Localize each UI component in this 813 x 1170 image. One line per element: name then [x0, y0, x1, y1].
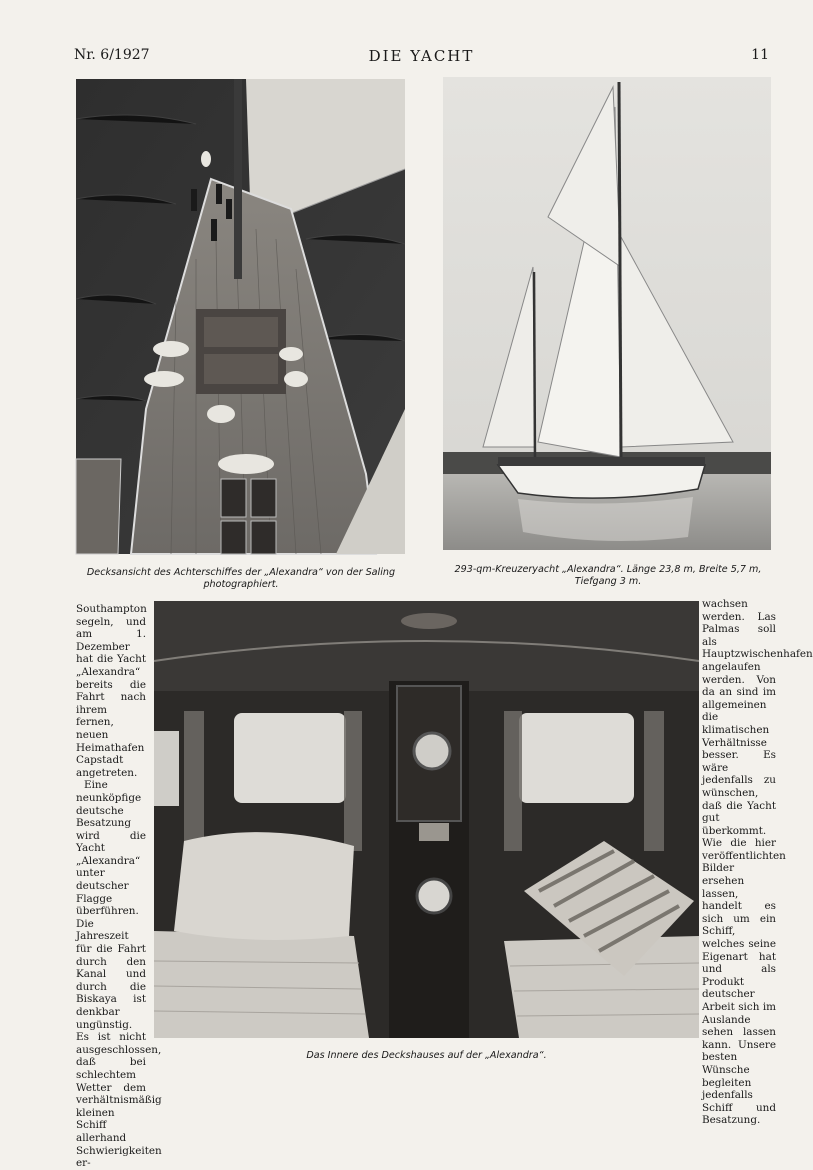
deck-photo-caption: Decksansicht des Achterschiffes der „Alexandra“ von der Saling photographiert.	[86, 567, 396, 590]
paragraph: wachsen werden. Las Palmas soll als Hauptzwischenhafen angelaufen werden. Von da an sind im allgemeinen die klimatischen Verhältnisse besser. Es wäre jedenfalls zu wünschen, daß die Yacht gut überkommt. Wie die hier veröffentlichten Bilder ersehen lassen, handelt es sich um ein Schiff, welches seine Eigenart hat und als Produkt deutscher Arbeit sich im Auslande sehen lassen kann. Unsere besten Wünsche begleiten jedenfalls Schiff und Besatzung.	[702, 598, 813, 1127]
paragraph: Eine neunköpfige deutsche Besatzung wird die Yacht „Alexandra“ unter deutscher Flagge überführen. Die Jahreszeit für die Fahrt durch den Kanal und durch die Biskaya ist denkbar ungünstig. Es ist nicht ausgeschlossen, daß bei schlechtem Wetter dem verhältnismäßig kleinen Schiff allerhand Schwierigkeiten er-	[76, 779, 162, 1170]
magazine-title: DIE YACHT	[368, 47, 475, 65]
interior-photo-caption: Das Innere des Deckshauses auf der „Alexandra“.	[306, 1050, 547, 1061]
article-text-right-column	[702, 598, 813, 1127]
yacht-photo	[443, 77, 771, 550]
deck-photo	[76, 79, 405, 554]
paragraph: Southampton segeln, und am 1. Dezember hat die Yacht „Alexandra“ bereits die Fahrt nach ihrem fernen, neuen Heimathafen Capstadt angetreten.	[76, 603, 147, 779]
page-header	[74, 47, 769, 69]
issue-number: Nr. 6/1927	[74, 47, 150, 63]
yacht-photo-caption: 293-qm-Kreuzeryacht „Alexandra“. Länge 23,8 m, Breite 5,7 m, Tiefgang 3 m.	[454, 564, 762, 587]
page-number: 11	[751, 47, 769, 63]
article-text-left-column	[76, 603, 162, 1170]
interior-photo	[154, 601, 699, 1038]
